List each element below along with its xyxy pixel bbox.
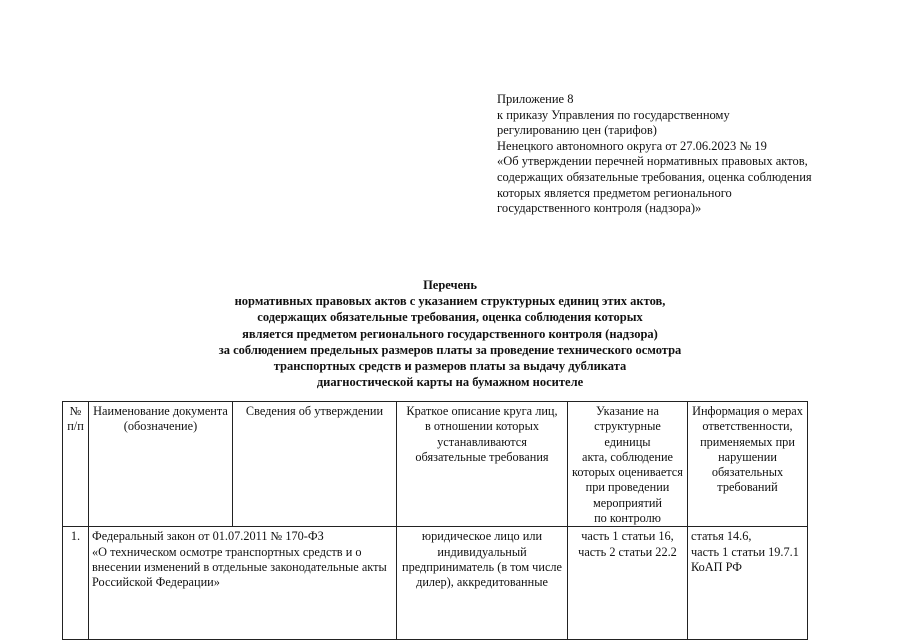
cell-number: 1. [63,527,89,640]
header-number: № п/п [63,402,89,527]
regulations-table [62,401,808,640]
title-line: нормативных правовых актов с указанием структурных единиц этих актов, [234,294,666,309]
cell-document: Федеральный закон от 01.07.2011 № 170-ФЗ «О техническом осмотре транспортных средств и о внесении изменений в отдельные законодательные акты Российской Федерации» [89,527,397,640]
appendix-line: которых является предметом регионального [497,185,732,200]
header-approval-info: Сведения об утверждении [233,402,397,527]
header-document-name: Наименование документа (обозначение) [89,402,233,527]
document-title [150,277,750,390]
cell-liability: статья 14.6, часть 1 статьи 19.7.1 КоАП РФ [688,527,808,640]
title-line: диагностической карты на бумажном носителе [316,375,584,390]
title-line: является предметом регионального государственного контроля (надзора) [242,326,658,341]
header-liability: Информация о мерах ответственности, применяемых при нарушении обязательных требований [688,402,808,527]
cell-structural-units: часть 1 статьи 16, часть 2 статьи 22.2 [568,527,688,640]
header-structural-units: Указание на структурные единицы акта, соблюдение которых оценивается при проведении мероприятий по контролю [568,402,688,527]
title-line: за соблюдением предельных размеров платы за проведение технического осмотра [218,342,682,357]
appendix-line: «Об утверждении перечней нормативных правовых актов, [497,154,808,169]
title-line: транспортных средств и размеров платы за выдачу дубликата [273,359,627,374]
header-persons: Краткое описание круга лиц, в отношении которых устанавливаются обязательные требования [397,402,568,527]
appendix-line: регулированию цен (тарифов) [497,123,657,138]
title-line: содержащих обязательные требования, оценка соблюдения которых [257,310,643,325]
appendix-line: государственного контроля (надзора)» [497,201,702,216]
appendix-block [497,92,877,217]
title-line: Перечень [423,278,477,292]
appendix-line: содержащих обязательные требования, оценка соблюдения [497,169,812,184]
table-header-row [63,402,808,527]
appendix-line: к приказу Управления по государственному [497,107,730,122]
appendix-line: Ненецкого автономного округа от 27.06.2023 № 19 [497,138,767,153]
appendix-line: Приложение 8 [497,92,574,106]
cell-persons: юридическое лицо или индивидуальный предприниматель (в том числе дилер), аккредитованные [397,527,568,640]
table-row [63,527,808,640]
